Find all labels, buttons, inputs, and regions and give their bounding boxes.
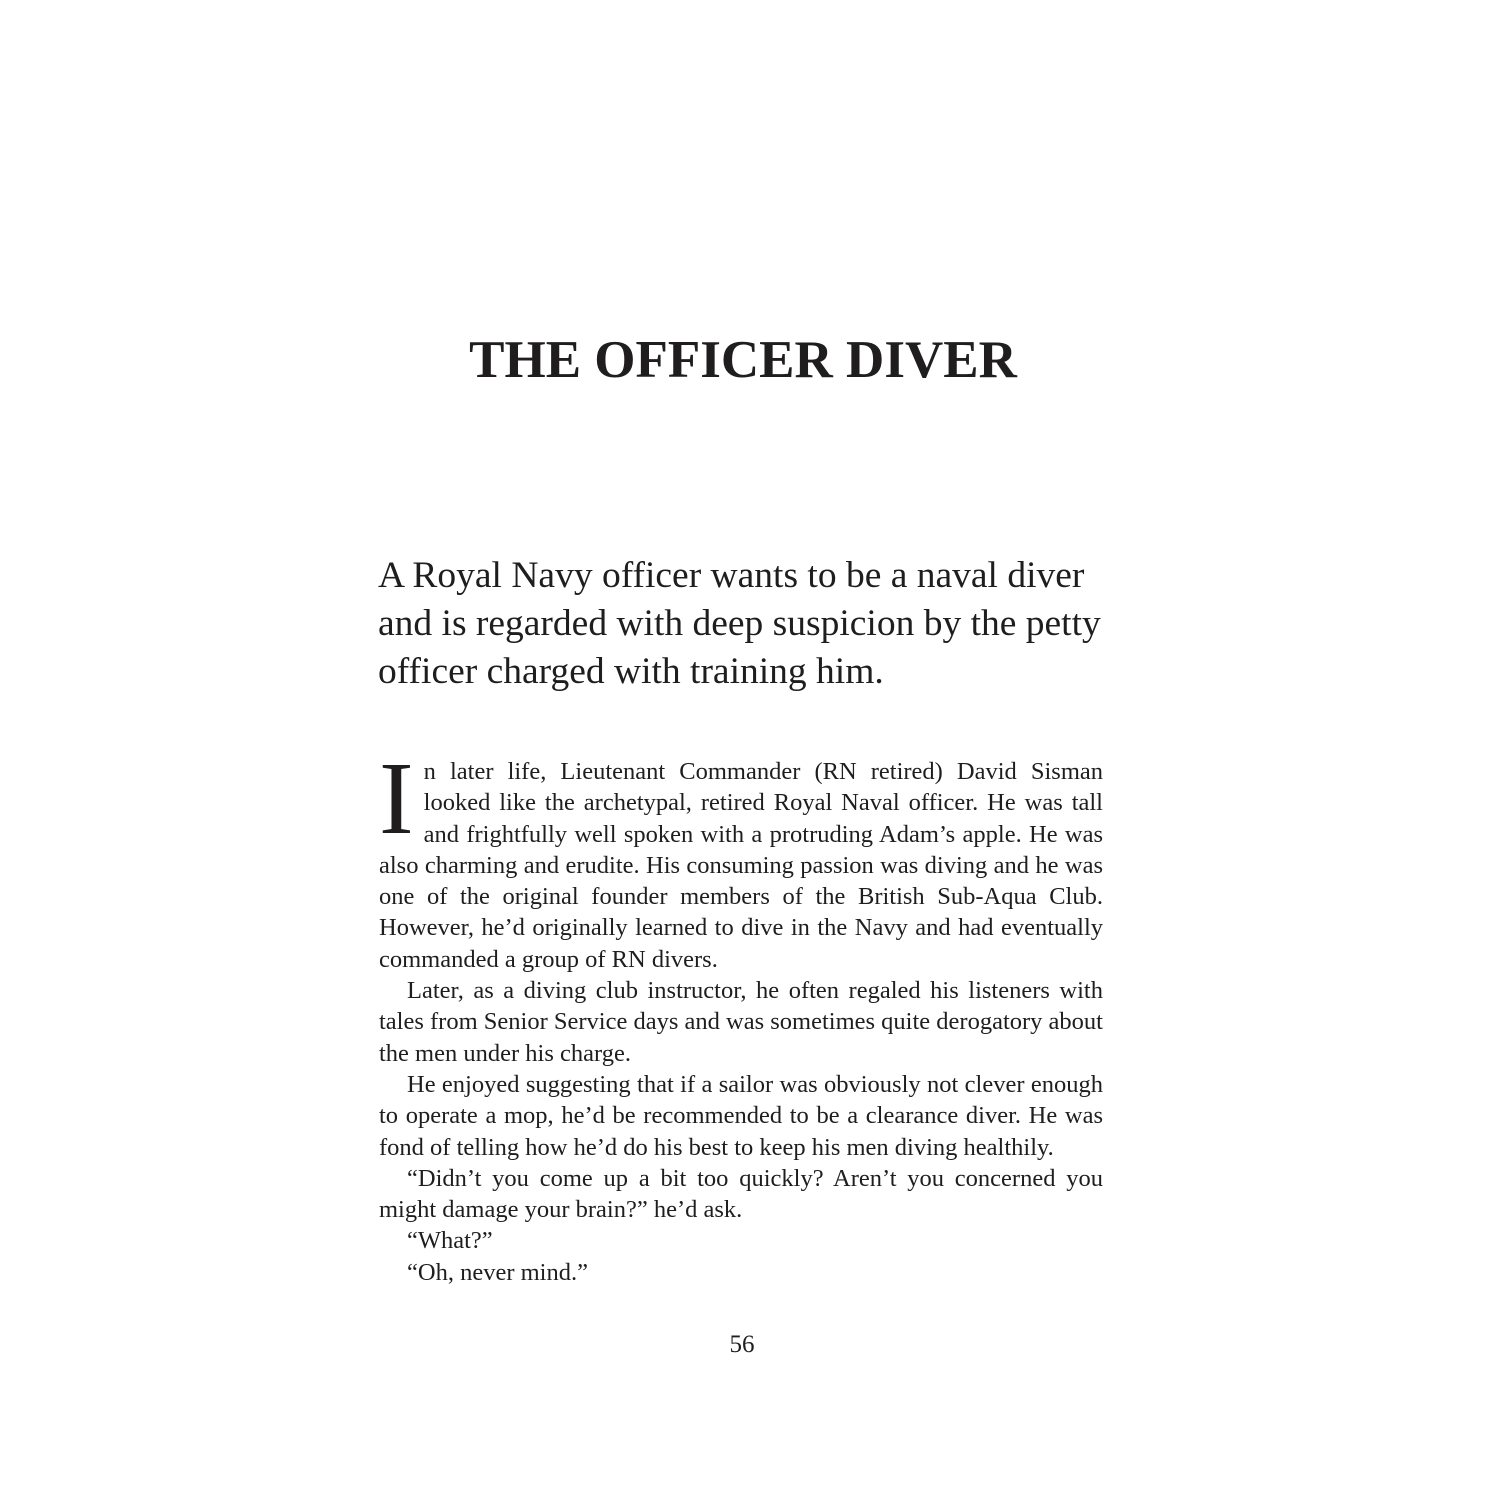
chapter-standfirst: A Royal Navy officer wants to be a naval diver and is regarded with deep suspicion by the petty officer charged with training him. (378, 555, 1101, 692)
paragraph-4: “Didn’t you come up a bit too quickly? Aren’t you concerned you might damage your brain?” he’d ask. (379, 1164, 1103, 1224)
body-text (379, 741, 1103, 1288)
drop-cap: I (379, 741, 414, 856)
paragraph-2: Later, as a diving club instructor, he often regaled his listeners with tales from Senior Service days and was sometimes quite derogatory about the men under his charge. (379, 977, 1103, 1067)
paragraph-1 (379, 741, 1103, 975)
paragraph-5: “What?” (407, 1227, 493, 1255)
paragraph-6: “Oh, never mind.” (407, 1258, 588, 1286)
paragraph-3: He enjoyed suggesting that if a sailor was obviously not clever enough to operate a mop, he’d be recommended to be a clearance diver. He was fond of telling how he’d do his best to keep his men diving healthily. (379, 1070, 1103, 1161)
paragraph-1-text: n later life, Lieutenant Commander (RN retired) David Sisman looked like the archetypal, retired Royal Naval officer. He was tall and frightfully well spoken with a protruding Adam’s apple. He was also charming and erudite. His consuming passion was diving and he was one of the original founder members of the British Sub-Aqua Club. However, he’d originally learned to dive in the Navy and had eventually commanded a group of RN divers. (379, 758, 1103, 973)
chapter-title: THE OFFICER DIVER (469, 331, 1017, 389)
page-number: 56 (729, 1331, 755, 1358)
